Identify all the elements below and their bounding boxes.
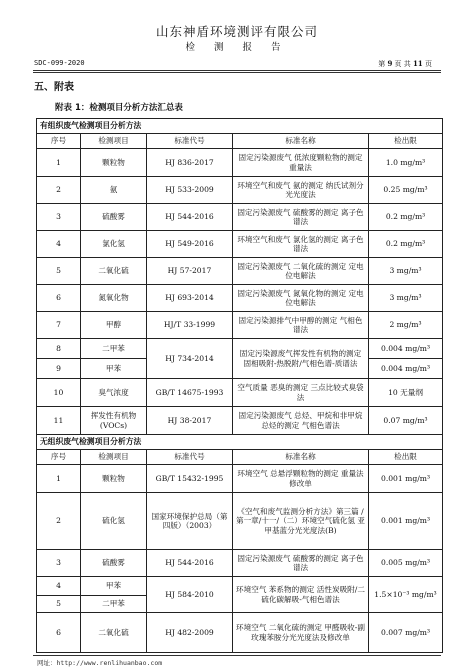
table-row: 4 氯化氢 HJ 549-2016 环境空气和废气 氯化氢的测定 离子色谱法 0.2 mg/m³: [37, 231, 443, 258]
table-row: 11 挥发性有机物(VOCs) HJ 38-2017 固定污染源废气 总烃、甲烷和非甲烷总烃的测定 气相色谱法 0.07 mg/m³: [37, 407, 443, 435]
header-rule-2: [33, 72, 441, 73]
table-row: 9 甲苯 0.004 mg/m³: [37, 359, 443, 379]
section-header-fugitive: 无组织废气检测项目分析方法: [37, 435, 443, 450]
table-header-row: 序号 检测项目 标准代号 标准名称 检出限: [37, 134, 443, 149]
page-number: 第 9 页 共 11 页: [378, 59, 432, 68]
table-row: 3 硫酸雾 HJ 544-2016 固定污染源废气 硫酸雾的测定 离子色谱法 0.2 mg/m³: [37, 204, 443, 231]
footer-label: 网址：: [37, 659, 57, 667]
report-title: 检 测 报 告: [185, 42, 289, 53]
methods-table: [36, 118, 443, 653]
table-row: 2 硫化氢 国家环境保护总局（第四版）（2003） 《空气和废气监测分析方法》第三篇 /第一章/十一/（二）环境空气硫化氢 亚甲基蓝分光光度法(B) 0.001 mg/m³: [37, 493, 443, 550]
total-pages: 11: [413, 59, 423, 68]
table-row: 1 颗粒物 GB/T 15432-1995 环境空气 总悬浮颗粒物的测定 重量法修改单 0.001 mg/m³: [37, 465, 443, 493]
table-row: 6 氮氧化物 HJ 693-2014 固定污染源废气 氮氧化物的测定 定电位电解法 3 mg/m³: [37, 285, 443, 312]
header-rule: [33, 70, 441, 71]
section-header-organized: 有组织废气检测项目分析方法: [37, 119, 443, 134]
table-row: 2 氨 HJ 533-2009 环境空气和废气 氨的测定 纳氏试剂分光光度法 0.25 mg/m³: [37, 177, 443, 204]
footer-rule: [33, 655, 441, 656]
table-row: 3 硫酸雾 HJ 544-2016 固定污染源废气 硫酸雾的测定 离子色谱法 0.005 mg/m³: [37, 550, 443, 577]
table-title: 附表 1：检测项目分析方法汇总表: [55, 103, 183, 113]
report-code: SDC-099-2020: [34, 59, 85, 67]
table-row: 7 甲醇 HJ/T 33-1999 固定污染源排气中甲醇的测定 气相色谱法 2 mg/m³: [37, 312, 443, 339]
table-row: 4 甲苯 HJ 584-2010 环境空气 苯系物的测定 活性炭吸附/二硫化碳解吸-气相色谱法 1.5×10⁻³ mg/m³: [37, 577, 443, 596]
table-row: 6 二氧化硫 HJ 482-2009 环境空气 二氧化硫的测定 甲醛吸收-副玫瑰苯胺分光光度法及修改单 0.007 mg/m³: [37, 613, 443, 653]
table-row: 10 臭气浓度 GB/T 14675-1993 空气质量 恶臭的测定 三点比较式臭袋法 10 无量纲: [37, 379, 443, 407]
footer-url[interactable]: http://www.renlihuanbao.com: [56, 659, 163, 667]
section-title: 五、附表: [34, 82, 74, 93]
table-row: 5 二氧化硫 HJ 57-2017 固定污染源废气 二氧化硫的测定 定电位电解法 3 mg/m³: [37, 258, 443, 285]
company-name: 山东神盾环境测评有限公司: [155, 24, 318, 39]
table-row: 5 二甲苯: [37, 596, 443, 613]
table-row: 8 二甲苯 HJ 734-2014 固定污染源废气挥发性有机物的测定 固相吸附-热脱附/气相色谱-质谱法 0.004 mg/m³: [37, 339, 443, 359]
table-header-row: 序号 检测项目 标准代号 标准名称 检出限: [37, 450, 443, 465]
footer: [37, 658, 162, 667]
table-row: 1 颗粒物 HJ 836-2017 固定污染源废气 低浓度颗粒物的测定 重量法 1.0 mg/m³: [37, 149, 443, 177]
current-page: 9: [387, 59, 393, 68]
